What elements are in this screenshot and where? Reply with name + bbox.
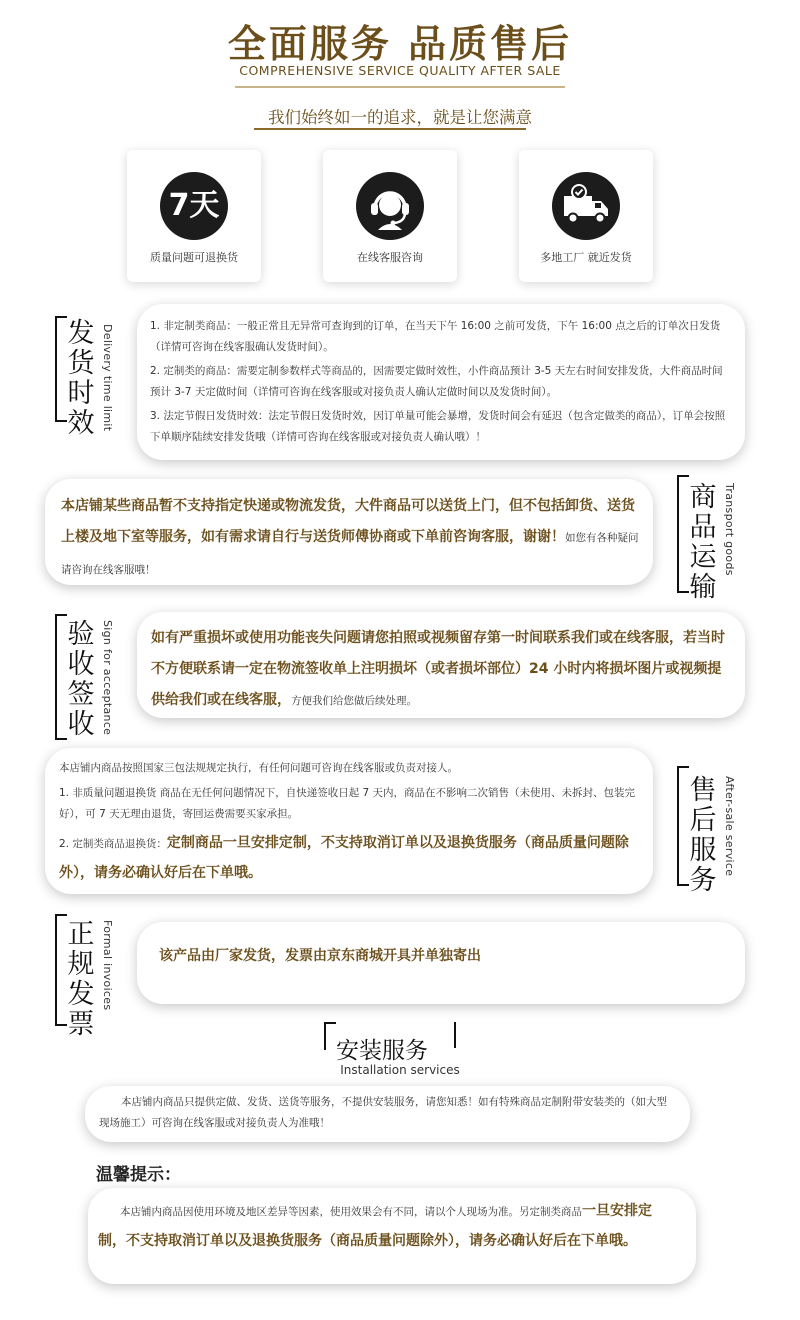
feature-card-return — [127, 150, 261, 282]
page-title: 全面服务 品质售后 — [227, 22, 573, 66]
installation-heading-cn: 安装服务 — [336, 1038, 428, 1064]
transport-heading-cn: 商品运输 — [689, 482, 717, 603]
delivery-item-3: 3. 法定节假日发货时效：法定节假日发货时效，因订单量可能会暴增，发货时间会有延迟（包含定做类的商品），订单会按照下单顺序陆续安排发货哦（详情可咨询在线客服或对接负责人确认哦）！ — [150, 410, 726, 443]
feature-card-shipping — [519, 150, 653, 282]
feature-label: 多地工厂 就近发货 — [540, 251, 632, 264]
headset-icon — [356, 172, 424, 240]
tips-bold-text: 一旦安排定制，不支持取消订单以及退换货服务（商品质量问题除外），请务必确认好后在下单哦。 — [98, 1203, 652, 1249]
tips-normal-text: 本店铺内商品因使用环境及地区差异等因素，使用效果会有不同，请以个人现场为准。另定制类商品 — [120, 1206, 582, 1218]
installation-text: 本店铺内商品只提供定做、发货、送货等服务，不提供安装服务，请您知悉！如有特殊商品定制附带安装类的（如大型现场施工）可咨询在线客服或对接负责人为准哦！ — [99, 1096, 667, 1129]
acceptance-info-card — [137, 612, 745, 718]
delivery-truck-icon — [552, 172, 620, 240]
acceptance-heading-cn: 验收签收 — [67, 619, 95, 740]
feature-label: 质量问题可退换货 — [150, 251, 238, 264]
transport-heading-en: Transport goods — [723, 483, 736, 576]
transport-normal-text: 如您有各种疑问请咨询在线客服哦！ — [61, 532, 639, 576]
installation-info-card — [85, 1086, 690, 1142]
delivery-item-2: 2. 定制类的商品：需要定制参数样式等商品的，因需要定做时效性，小件商品预计 3-5 天左右时间安排发货，大件商品时间预计 3-7 天定做时间（详情可咨询在线客服或对接负责人确认定做时间以及发货时间）。 — [150, 365, 723, 398]
slogan: 我们始终如一的追求，就是让您满意 — [268, 108, 532, 127]
aftersale-item-2-prefix: 2. 定制类商品退换货： — [59, 838, 167, 850]
delivery-item-1: 1. 非定制类商品：一般正常且无异常可查询到的订单，在当天下午 16:00 之前可发货，下午 16:00 点之后的订单次日发货（详情可咨询在线客服确认发货时间）。 — [150, 320, 721, 353]
heading-bracket — [454, 1022, 456, 1048]
aftersale-heading-en: After-sale service — [723, 776, 736, 877]
installation-heading-en: Installation services — [340, 1063, 460, 1077]
aftersale-info-card — [45, 748, 653, 894]
transport-heading — [677, 475, 737, 603]
aftersale-heading — [677, 766, 737, 896]
feature-card-support — [323, 150, 457, 282]
aftersale-item-1: 1. 非质量问题退换货 商品在无任何问题情况下，自快递签收日起 7 天内，商品在不影响二次销售（未使用、未拆封、包装完好），可 7 天无理由退货，寄回运费需要买家承担。 — [59, 787, 636, 820]
page-subtitle: COMPREHENSIVE SERVICE QUALITY AFTER SALE — [239, 63, 561, 78]
delivery-heading — [55, 316, 115, 439]
seven-day-icon — [160, 172, 228, 240]
seven-day-badge: 7天 — [168, 188, 220, 223]
heading-bracket — [324, 1022, 336, 1050]
tips-info-card — [88, 1188, 696, 1284]
feature-label: 在线客服咨询 — [357, 251, 423, 264]
invoice-info-card — [137, 922, 745, 1004]
title-divider — [235, 86, 565, 88]
acceptance-normal-text: 方便我们给您做后续处理。 — [291, 695, 417, 707]
tips-heading: 温馨提示： — [96, 1165, 181, 1185]
aftersale-heading-cn: 售后服务 — [689, 775, 717, 896]
delivery-heading-en: Delivery time limit — [101, 324, 114, 432]
acceptance-bold-text: 如有严重损坏或使用功能丧失问题请您拍照或视频留存第一时间联系我们或在线客服，若当时不方便联系请一定在物流签收单上注明损坏（或者损坏部位）24 小时内将损坏图片或视频提供给我们或在线客服， — [151, 630, 725, 708]
aftersale-item-2-bold: 定制商品一旦安排定制，不支持取消订单以及退换货服务（商品质量问题除外），请务必确认好后在下单哦。 — [59, 835, 629, 881]
slogan-underline — [254, 128, 526, 130]
delivery-heading-cn: 发货时效 — [67, 318, 95, 439]
transport-bold-text: 本店铺某些商品暂不支持指定快递或物流发货，大件商品可以送货上门，但不包括卸货、送货上楼及地下室等服务，如有需求请自行与送货师傅协商或下单前咨询客服，谢谢！ — [61, 498, 635, 545]
aftersale-intro: 本店铺内商品按照国家三包法规规定执行，有任何问题可咨询在线客服或负责对接人。 — [59, 762, 458, 774]
invoice-heading-en: Formal invoices — [101, 920, 114, 1011]
delivery-info-card — [137, 304, 745, 460]
transport-info-card — [45, 479, 653, 585]
invoice-heading-cn: 正规发票 — [67, 919, 95, 1040]
installation-heading — [318, 1022, 478, 1066]
invoice-text: 该产品由厂家发货，发票由京东商城开具并单独寄出 — [159, 948, 481, 964]
acceptance-heading-en: Sign for acceptance — [101, 620, 114, 736]
invoice-heading — [55, 914, 115, 1040]
acceptance-heading — [55, 614, 115, 740]
